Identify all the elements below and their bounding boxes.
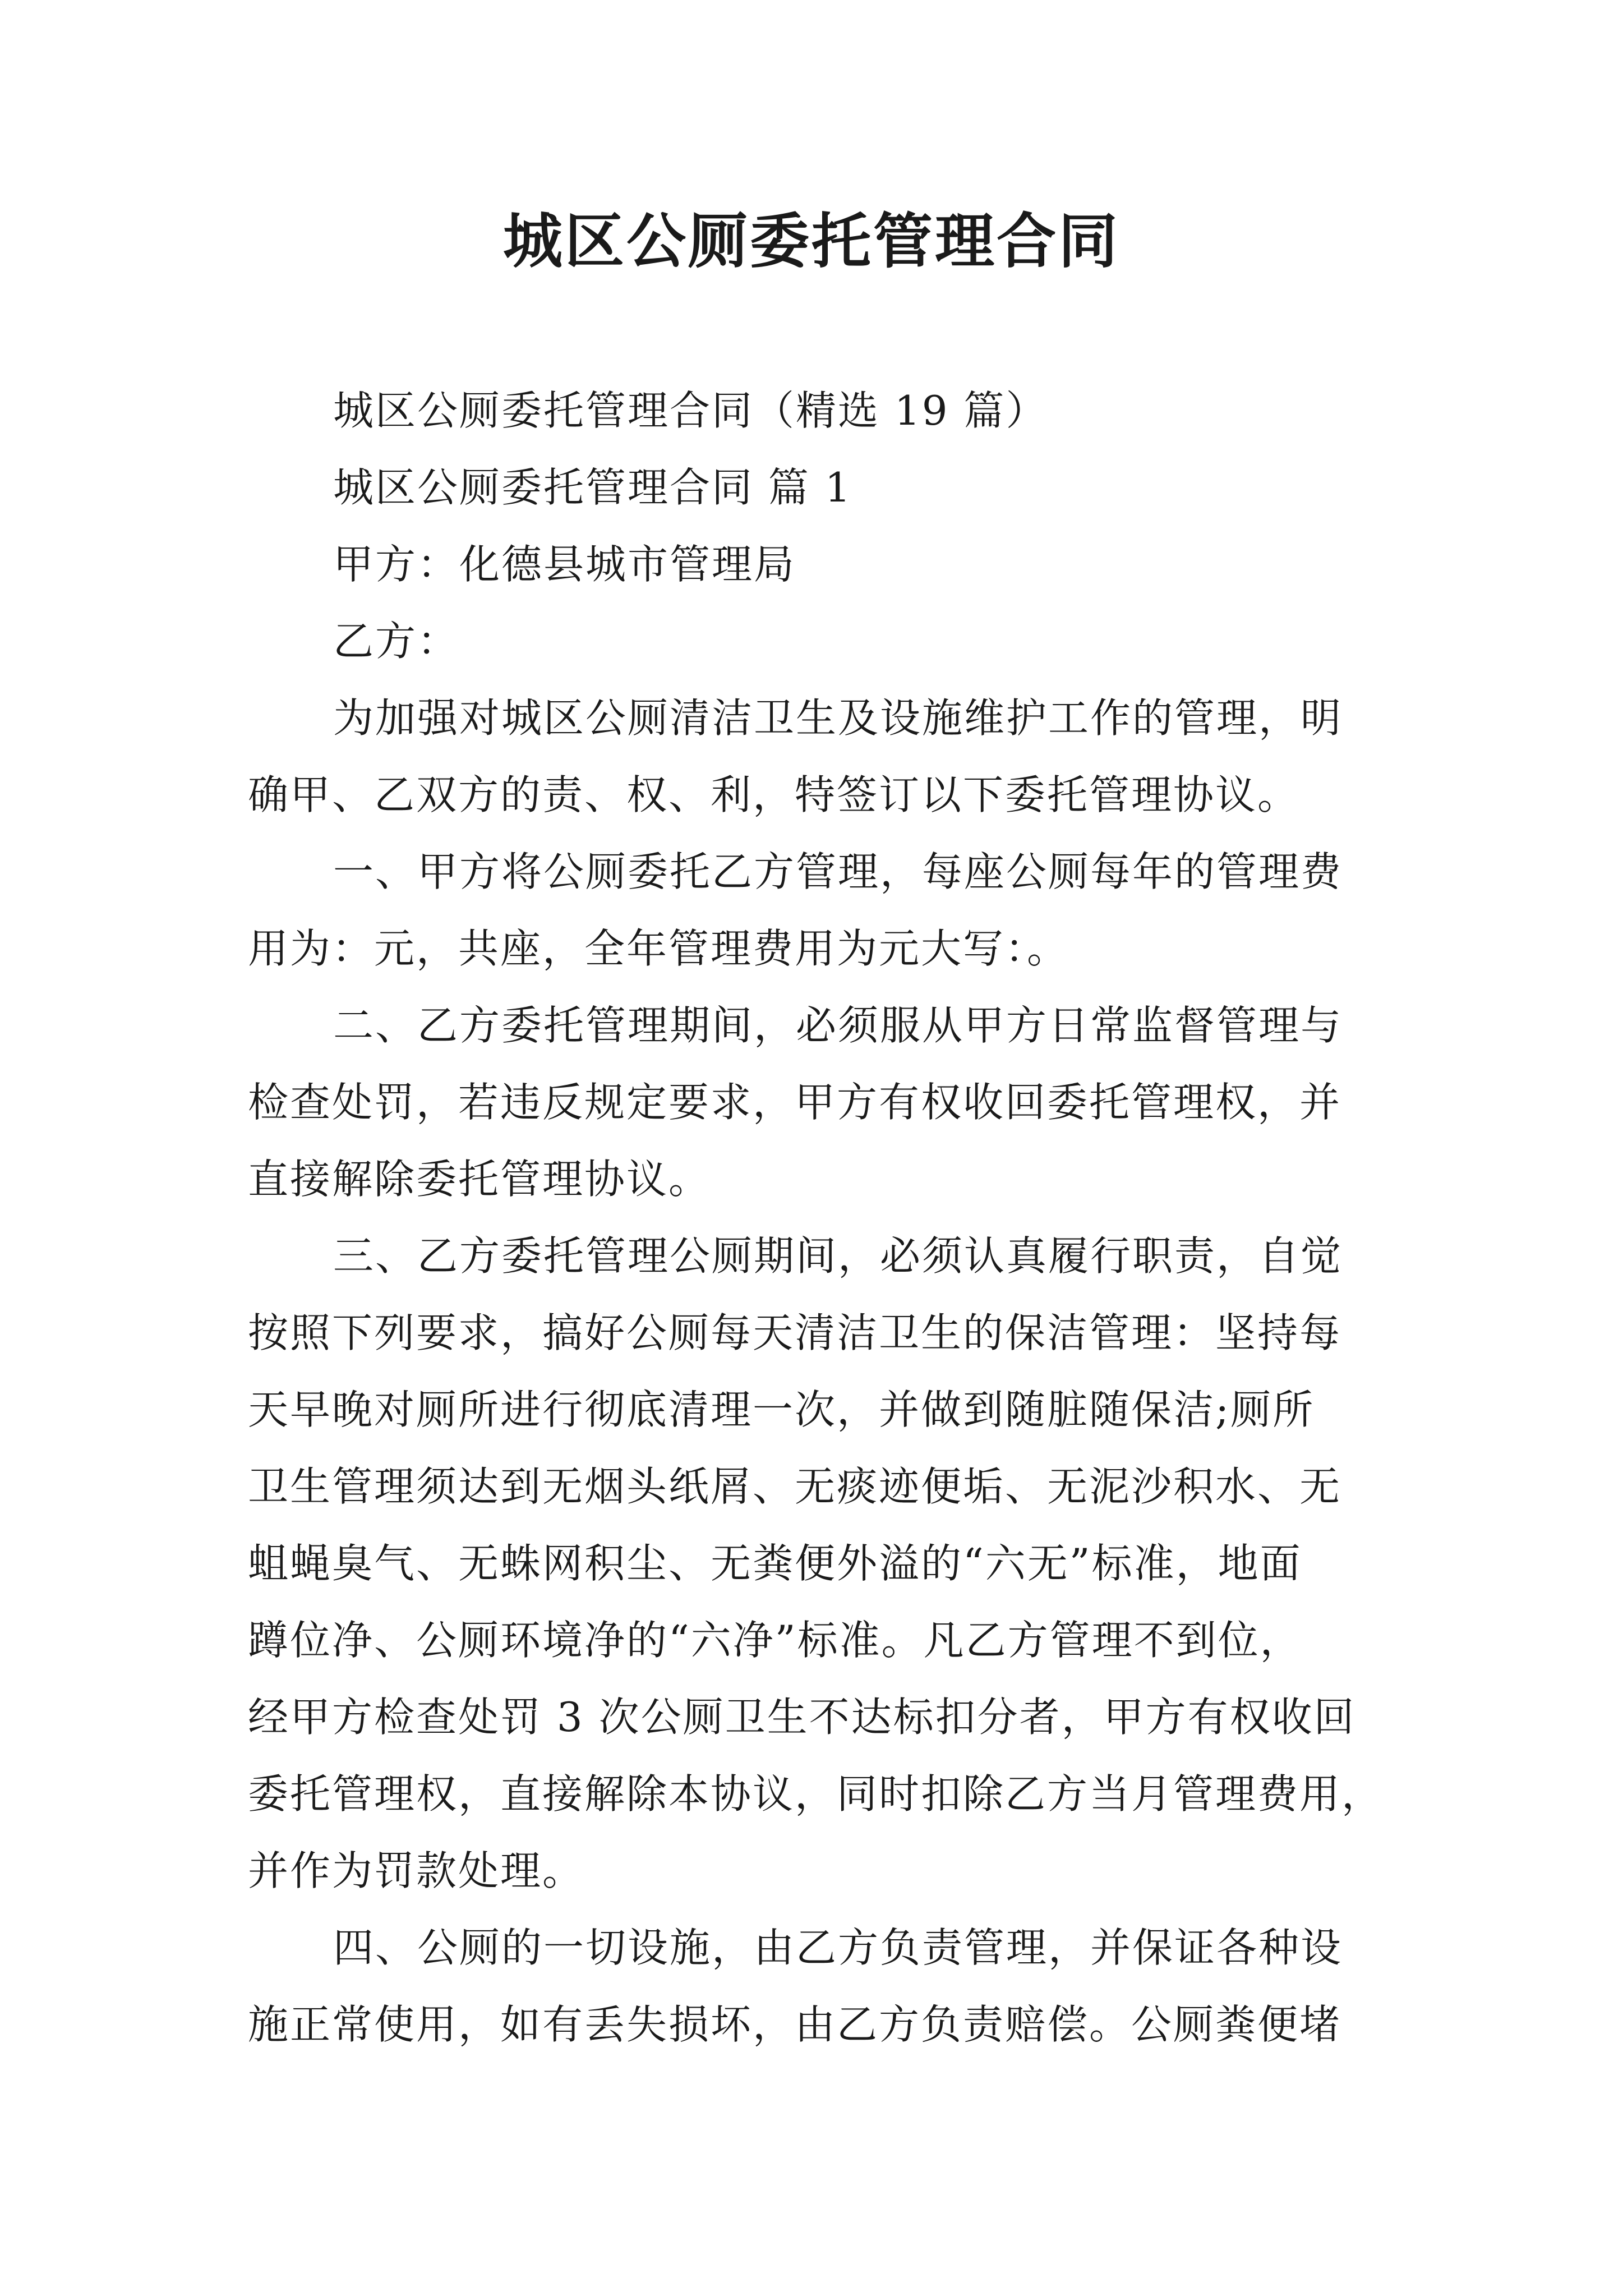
paragraph-line: 蛆蝇臭气、无蛛网积尘、无粪便外溢的“六无”标准，地面 (248, 1540, 1302, 1587)
paragraph-line: 四、公厕的一切设施，由乙方负责管理，并保证各种设 (333, 1924, 1343, 1971)
paragraph-line: 并作为罚款处理。 (248, 1847, 585, 1894)
paragraph-line: 蹲位净、公厕环境净的“六净”标准。凡乙方管理不到位， (248, 1617, 1302, 1664)
party-a-line: 甲方：化德县城市管理局 (333, 541, 796, 588)
subtitle-line: 城区公厕委托管理合同（精选 19 篇） (333, 387, 1048, 434)
party-b-line: 乙方： (333, 618, 460, 665)
paragraph-line: 直接解除委托管理协议。 (248, 1156, 711, 1203)
section-heading: 城区公厕委托管理合同 篇 1 (333, 464, 852, 511)
paragraph-line: 按照下列要求，搞好公厕每天清洁卫生的保洁管理：坚持每 (248, 1309, 1342, 1356)
paragraph-line: 天早晚对厕所进行彻底清理一次，并做到随脏随保洁;厕所 (248, 1386, 1315, 1433)
paragraph-line: 检查处罚，若违反规定要求，甲方有权收回委托管理权，并 (248, 1079, 1342, 1126)
document-body (248, 372, 1392, 2063)
paragraph-line: 为加强对城区公厕清洁卫生及设施维护工作的管理，明 (333, 694, 1343, 742)
paragraph-line: 一、甲方将公厕委托乙方管理，每座公厕每年的管理费 (333, 848, 1343, 895)
paragraph-line: 委托管理权，直接解除本协议，同时扣除乙方当月管理费用， (248, 1770, 1384, 1818)
paragraph-line: 卫生管理须达到无烟头纸屑、无痰迹便垢、无泥沙积水、无 (248, 1463, 1342, 1510)
paragraph-line: 用为：元，共座，全年管理费用为元大写：。 (248, 925, 1069, 972)
paragraph-line: 二、乙方委托管理期间，必须服从甲方日常监督管理与 (333, 1002, 1343, 1049)
paragraph-line: 三、乙方委托管理公厕期间，必须认真履行职责，自觉 (333, 1232, 1343, 1280)
paragraph-line: 经甲方检查处罚 3 次公厕卫生不达标扣分者，甲方有权收回 (248, 1694, 1356, 1741)
paragraph-line: 确甲、乙双方的责、权、利，特签订以下委托管理协议。 (248, 771, 1300, 818)
paragraph-line: 施正常使用，如有丢失损坏，由乙方负责赔偿。公厕粪便堵 (248, 2001, 1342, 2048)
document-title: 城区公厕委托管理合同 (503, 206, 1120, 276)
